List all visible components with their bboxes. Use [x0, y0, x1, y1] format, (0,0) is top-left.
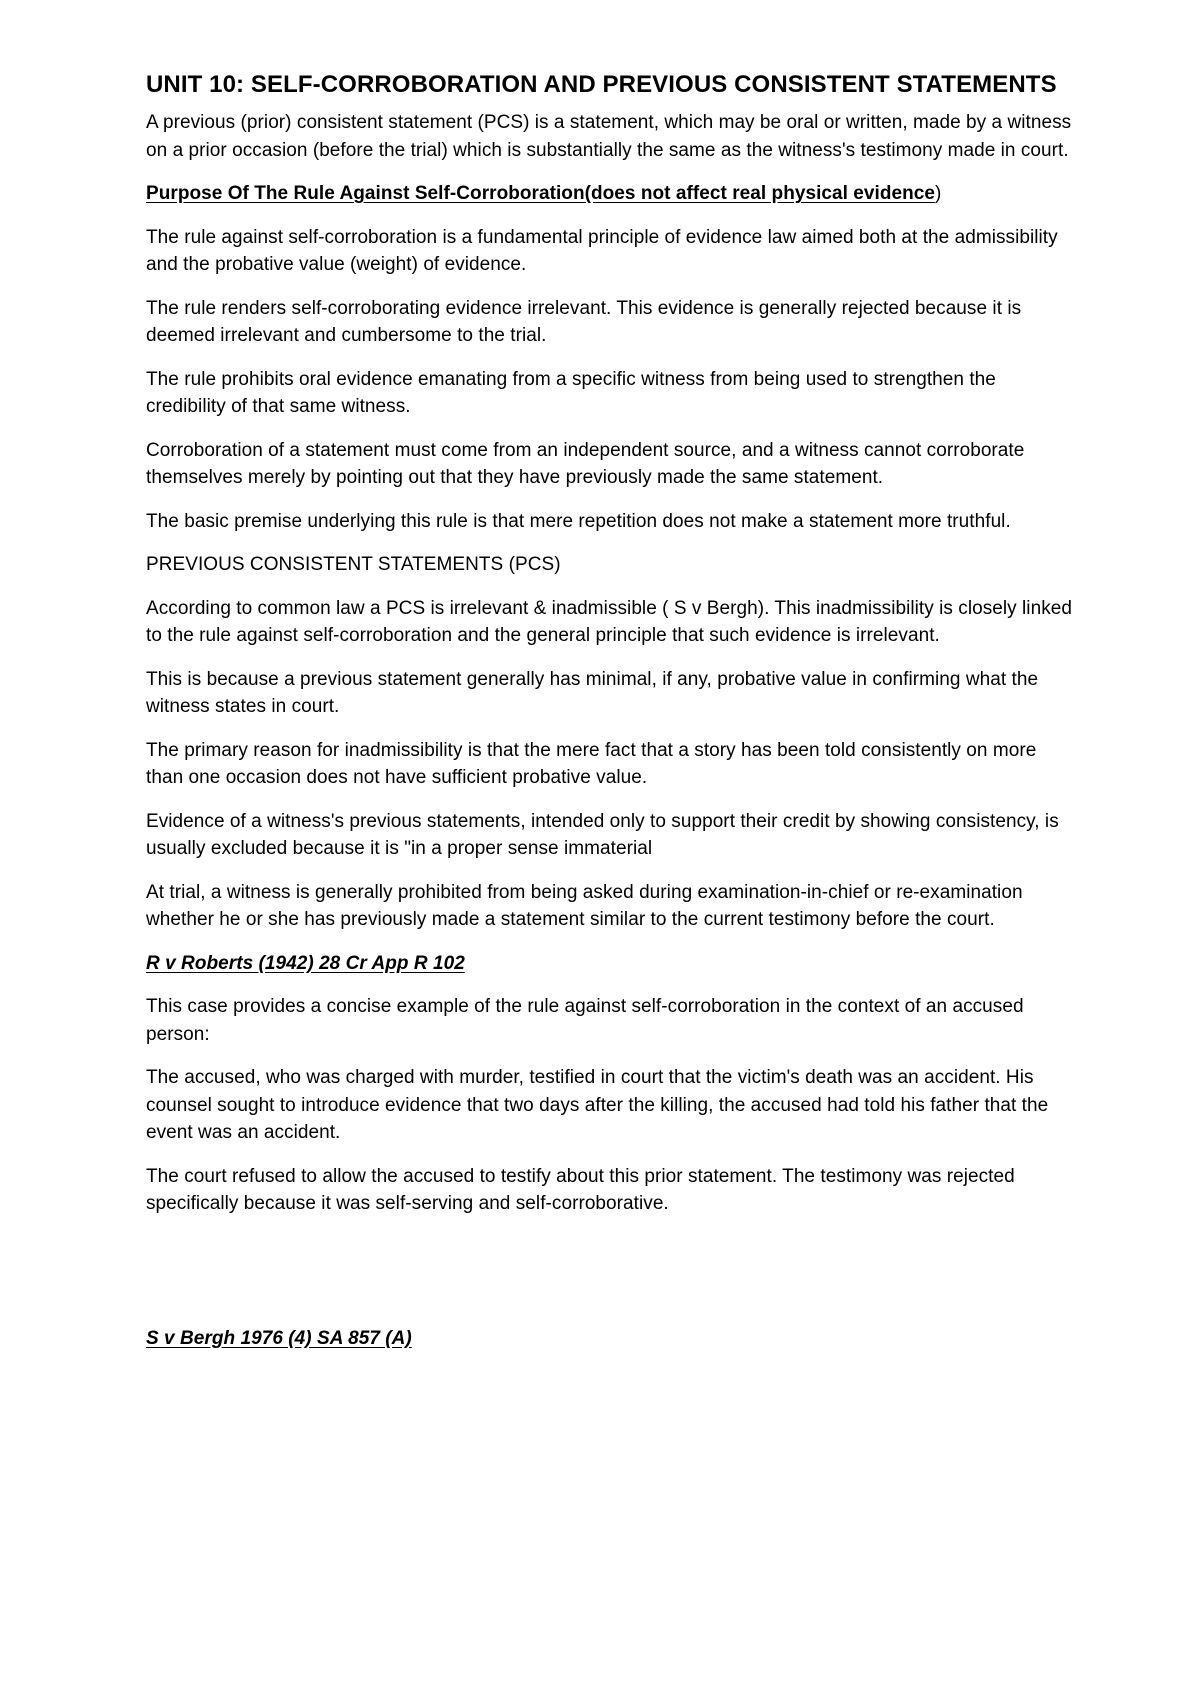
- purpose-paragraph: The rule renders self-corroborating evidence irrelevant. This evidence is generally rejected because it is deemed irrelevant and cumbersome to the trial.: [146, 297, 1022, 346]
- pcs-heading: PREVIOUS CONSISTENT STATEMENTS (PCS): [146, 554, 561, 575]
- purpose-paragraph: Corroboration of a statement must come from an independent source, and a witness cannot corroborate themselves merely by pointing out that they have previously made the same statement.: [146, 439, 1025, 488]
- purpose-paragraph: The rule against self-corroboration is a fundamental principle of evidence law aimed both at the admissibility and the probative value (weight) of evidence.: [146, 226, 1058, 275]
- document-page: [146, 70, 1076, 1368]
- purpose-heading: [146, 180, 1076, 208]
- case-title-bergh: S v Bergh 1976 (4) SA 857 (A): [146, 1327, 412, 1349]
- case-heading-bergh: [146, 1325, 1076, 1353]
- purpose-paragraph: The basic premise underlying this rule is that mere repetition does not make a statement more truthful.: [146, 510, 1011, 532]
- purpose-heading-text: Purpose Of The Rule Against Self-Corroboration(does not affect real physical evidence: [146, 183, 936, 204]
- case-paragraph: The court refused to allow the accused to testify about this prior statement. The testimony was rejected specifically because it was self-serving and self-corroborative.: [146, 1165, 1015, 1214]
- purpose-heading-close: ): [935, 183, 942, 204]
- case-heading-roberts: [146, 950, 1076, 978]
- pcs-paragraph: The primary reason for inadmissibility is that the mere fact that a story has been told consistently on more than one occasion does not have sufficient probative value.: [146, 739, 1037, 788]
- case-title-roberts: R v Roberts (1942) 28 Cr App R 102: [146, 952, 465, 974]
- pcs-paragraph: At trial, a witness is generally prohibited from being asked during examination-in-chief or re-examination whether he or she has previously made a statement similar to the current testimony before the court.: [146, 881, 1023, 930]
- blank-space: [146, 1234, 1076, 1325]
- case-paragraph: The accused, who was charged with murder, testified in court that the victim's death was an accident. His counsel sought to introduce evidence that two days after the killing, the accused had told his father that the event was an accident.: [146, 1067, 1049, 1143]
- pcs-paragraph: According to common law a PCS is irrelevant & inadmissible ( S v Bergh). This inadmissibility is closely linked to the rule against self-corroboration and the general principle that such evidence is irrelevant.: [146, 597, 1072, 646]
- page-title: UNIT 10: SELF-CORROBORATION AND PREVIOUS CONSISTENT STATEMENTS: [146, 71, 1057, 98]
- pcs-paragraph: This is because a previous statement generally has minimal, if any, probative value in confirming what the witness states in court.: [146, 668, 1039, 717]
- intro-paragraph: A previous (prior) consistent statement (PCS) is a statement, which may be oral or written, made by a witness on a prior occasion (before the trial) which is substantially the same as the witness's testimony made in court.: [146, 112, 1072, 161]
- pcs-paragraph: Evidence of a witness's previous statements, intended only to support their credit by showing consistency, is usually excluded because it is "in a proper sense immaterial: [146, 810, 1059, 859]
- purpose-paragraph: The rule prohibits oral evidence emanating from a specific witness from being used to strengthen the credibility of that same witness.: [146, 368, 996, 417]
- case-paragraph: This case provides a concise example of the rule against self-corroboration in the context of an accused person:: [146, 996, 1024, 1045]
